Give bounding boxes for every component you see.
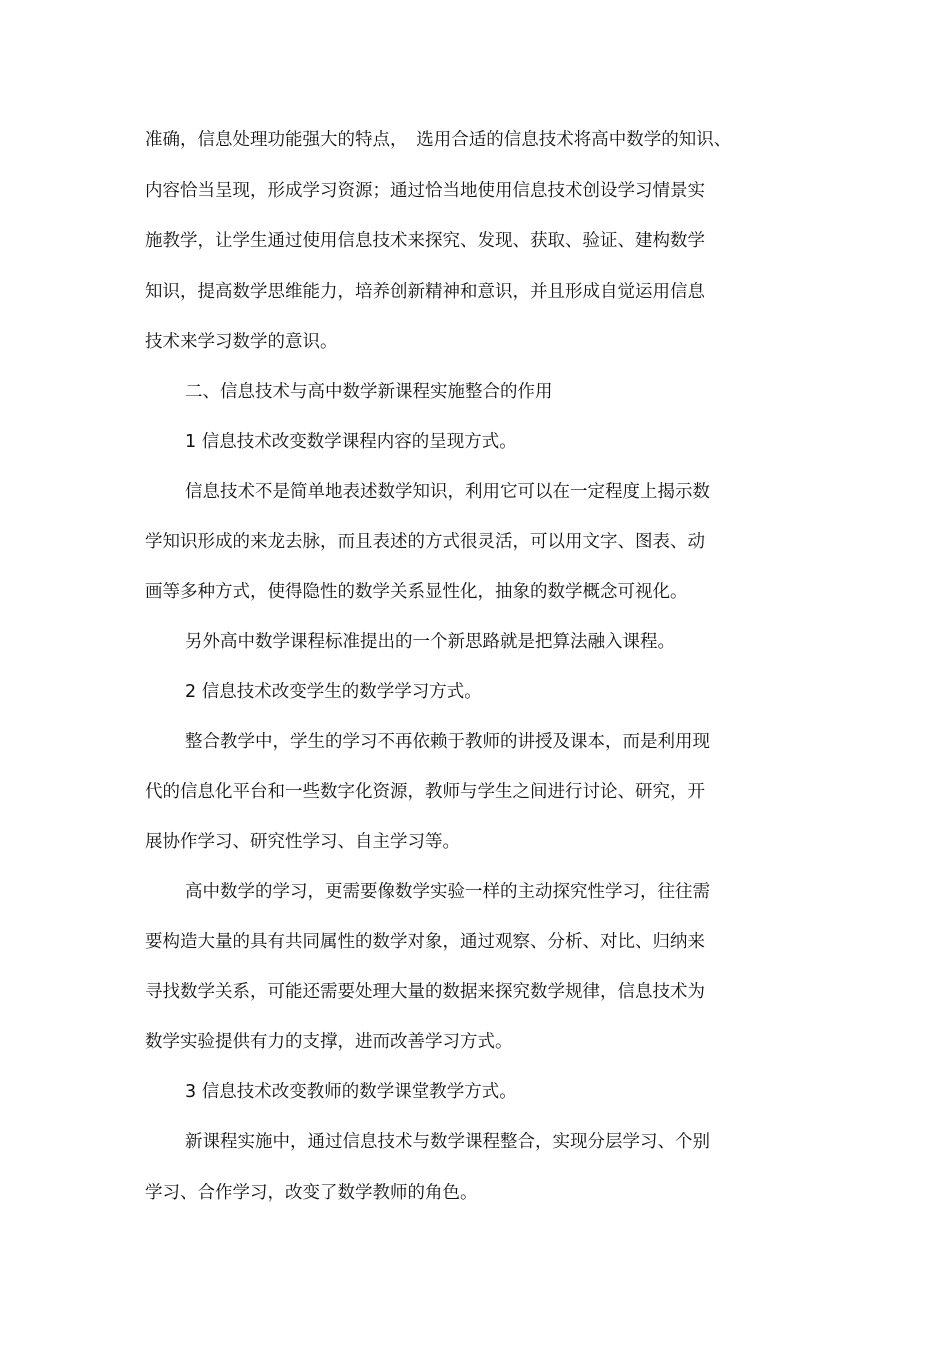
- paragraph-line: 施教学，让学生通过使用信息技术来探究、发现、获取、验证、建构数学: [145, 231, 705, 251]
- paragraph-line: 寻找数学关系，可能还需要处理大量的数据来探究数学规律，信息技术为: [145, 982, 705, 1002]
- paragraph-line: 信息技术不是简单地表述数学知识，利用它可以在一定程度上揭示数: [185, 482, 710, 502]
- paragraph-line: 整合教学中，学生的学习不再依赖于教师的讲授及课本，而是利用现: [185, 732, 710, 752]
- paragraph-line: 高中数学的学习，更需要像数学实验一样的主动探究性学习，往往需: [185, 882, 710, 902]
- paragraph-line: 技术来学习数学的意识。: [145, 332, 338, 352]
- paragraph-line: 学习、合作学习，改变了数学教师的角色。: [145, 1183, 478, 1203]
- paragraph-line: 要构造大量的具有共同属性的数学对象，通过观察、分析、对比、归纳来: [145, 932, 705, 952]
- subheading-3: 3 信息技术改变教师的数学课堂教学方式。: [185, 1082, 517, 1102]
- subheading-1: 1 信息技术改变数学课程内容的呈现方式。: [185, 432, 517, 452]
- paragraph-line: 内容恰当呈现，形成学习资源；通过恰当地使用信息技术创设学习情景实: [145, 181, 705, 201]
- paragraph-line: 知识，提高数学思维能力，培养创新精神和意识，并且形成自觉运用信息: [145, 282, 705, 302]
- paragraph-line: 学知识形成的来龙去脉，而且表述的方式很灵活，可以用文字、图表、动: [145, 532, 705, 552]
- paragraph-line: 准确，信息处理功能强大的特点， 选用合适的信息技术将高中数学的知识、: [145, 130, 732, 150]
- paragraph-line: 数学实验提供有力的支撑，进而改善学习方式。: [145, 1032, 513, 1052]
- paragraph-line: 展协作学习、研究性学习、自主学习等。: [145, 832, 460, 852]
- paragraph-line: 画等多种方式，使得隐性的数学关系显性化，抽象的数学概念可视化。: [145, 582, 688, 602]
- paragraph-line: 另外高中数学课程标准提出的一个新思路就是把算法融入课程。: [185, 632, 675, 652]
- paragraph-line: 代的信息化平台和一些数字化资源，教师与学生之间进行讨论、研究，开: [145, 782, 705, 802]
- section-heading: 二、信息技术与高中数学新课程实施整合的作用: [185, 382, 553, 402]
- subheading-2: 2 信息技术改变学生的数学学习方式。: [185, 682, 482, 702]
- paragraph-line: 新课程实施中，通过信息技术与数学课程整合，实现分层学习、个别: [185, 1132, 710, 1152]
